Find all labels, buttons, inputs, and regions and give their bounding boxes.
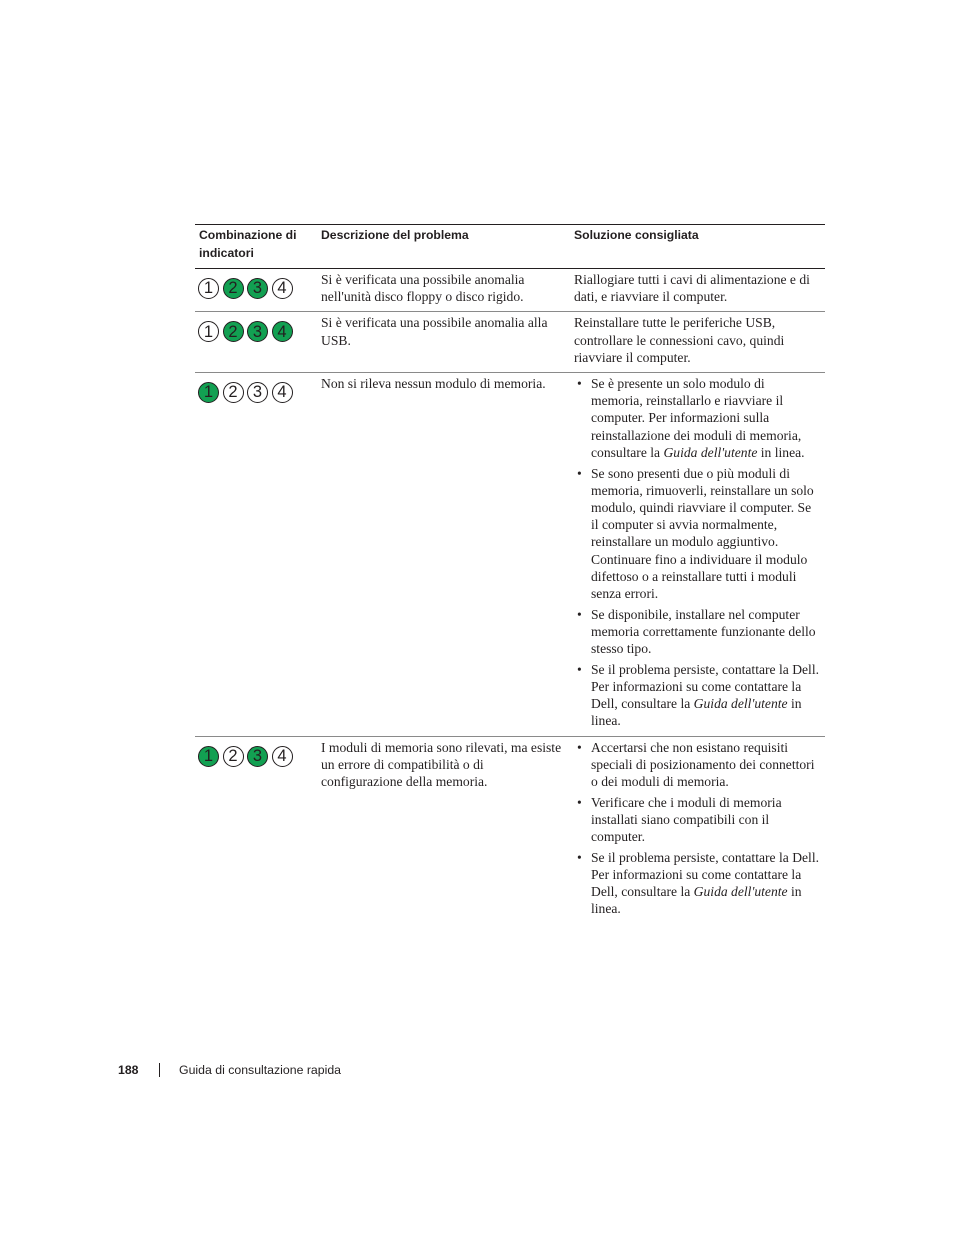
solution-list: [574, 375, 819, 730]
solution-list-item: [574, 661, 819, 730]
solution-list-item: [574, 849, 819, 918]
solution-text-suffix: in linea.: [591, 884, 802, 917]
diagnostic-light-icon: 1: [198, 278, 219, 299]
solution-text: Se è presente un solo modulo di memoria, reinstallarlo e riavviare il computer. Per informazioni sulla reinstallazione dei moduli di memoria, consultare la: [591, 376, 802, 460]
solution-text: Se il problema persiste, contattare la Dell. Per informazioni su come contattare la Dell, consultare la: [591, 661, 819, 712]
solution-text: Se sono presenti due o più moduli di memoria, rimuoverli, reinstallare un solo modulo, quindi riavviare il computer. Se il computer si avvia normalmente, reinstallare un modulo aggiuntivo. Continuare fino a individuare il modulo difettoso o a reinstallare tutti i moduli senza errori.: [591, 465, 814, 601]
diagnostic-lights: [198, 746, 317, 767]
diagnostic-light-icon: 2: [223, 278, 244, 299]
diagnostic-lights-table: [195, 224, 825, 924]
user-guide-reference: Guida dell'utente: [693, 696, 788, 712]
diagnostic-light-icon: 2: [223, 321, 244, 342]
header-recommended-solution: Soluzione consigliata: [574, 228, 699, 242]
table-row: [195, 373, 825, 737]
solution-list: [574, 739, 819, 918]
header-problem-description: Descrizione del problema: [321, 228, 469, 242]
table-header-row: [195, 225, 825, 269]
solution-text: Accertarsi che non esistano requisiti speciali di posizionamento dei connettori o dei moduli di memoria.: [591, 739, 815, 789]
diagnostic-lights: [198, 382, 317, 403]
solution-list-item: [574, 739, 819, 791]
solution-text: Se il problema persiste, contattare la Dell. Per informazioni su come contattare la Dell, consultare la: [591, 849, 819, 900]
problem-description: Si è verificata una possibile anomalia alla USB.: [321, 315, 548, 348]
diagnostic-light-icon: 1: [198, 321, 219, 342]
diagnostic-lights: [198, 278, 317, 299]
solution-text-suffix: in linea.: [591, 696, 802, 729]
diagnostic-light-icon: 3: [247, 321, 268, 342]
footer-separator: [159, 1063, 160, 1077]
recommended-solution: Riallogiare tutti i cavi di alimentazione e di dati, e riavviare il computer.: [574, 272, 810, 305]
solution-text: Se disponibile, installare nel computer memoria correttamente funzionante dello stesso tipo.: [591, 606, 816, 657]
diagnostic-light-icon: 1: [198, 746, 219, 767]
footer-title: Guida di consultazione rapida: [179, 1063, 342, 1077]
diagnostic-lights: [198, 321, 317, 342]
page-number: 188: [118, 1063, 139, 1077]
diagnostic-light-icon: 2: [223, 382, 244, 403]
diagnostic-light-icon: 4: [272, 746, 293, 767]
solution-text-suffix: in linea.: [757, 444, 805, 460]
solution-list-item: [574, 465, 819, 603]
table-row: [195, 312, 825, 373]
light-combination-cell: [195, 269, 317, 312]
diagnostic-light-icon: 4: [272, 278, 293, 299]
header-light-combination: Combinazione di indicatori: [199, 228, 297, 260]
user-guide-reference: Guida dell'utente: [663, 444, 758, 460]
recommended-solution: Reinstallare tutte le periferiche USB, controllare le connessioni cavo, quindi riavviare il computer.: [574, 315, 785, 365]
diagnostic-light-icon: 3: [247, 746, 268, 767]
diagnostic-light-icon: 3: [247, 278, 268, 299]
solution-list-item: [574, 606, 819, 658]
light-combination-cell: [195, 312, 317, 373]
diagnostic-light-icon: 4: [272, 321, 293, 342]
solution-text: Verificare che i moduli di memoria installati siano compatibili con il computer.: [591, 794, 782, 845]
user-guide-reference: Guida dell'utente: [693, 884, 788, 900]
diagnostic-light-icon: 1: [198, 382, 219, 403]
light-combination-cell: [195, 373, 317, 737]
solution-list-item: [574, 375, 819, 461]
problem-description: Non si rileva nessun modulo di memoria.: [321, 376, 546, 392]
solution-list-item: [574, 794, 819, 846]
problem-description: I moduli di memoria sono rilevati, ma esiste un errore di compatibilità o di configurazione della memoria.: [321, 739, 562, 789]
diagnostic-lights-table-wrapper: [195, 224, 825, 924]
recommended-solution: [570, 373, 825, 737]
diagnostic-light-icon: 2: [223, 746, 244, 767]
table-row: [195, 269, 825, 312]
recommended-solution: [570, 736, 825, 924]
diagnostic-light-icon: 4: [272, 382, 293, 403]
problem-description: Si è verificata una possibile anomalia nell'unità disco floppy o disco rigido.: [321, 272, 525, 305]
light-combination-cell: [195, 736, 317, 924]
table-row: [195, 736, 825, 924]
diagnostic-light-icon: 3: [247, 382, 268, 403]
